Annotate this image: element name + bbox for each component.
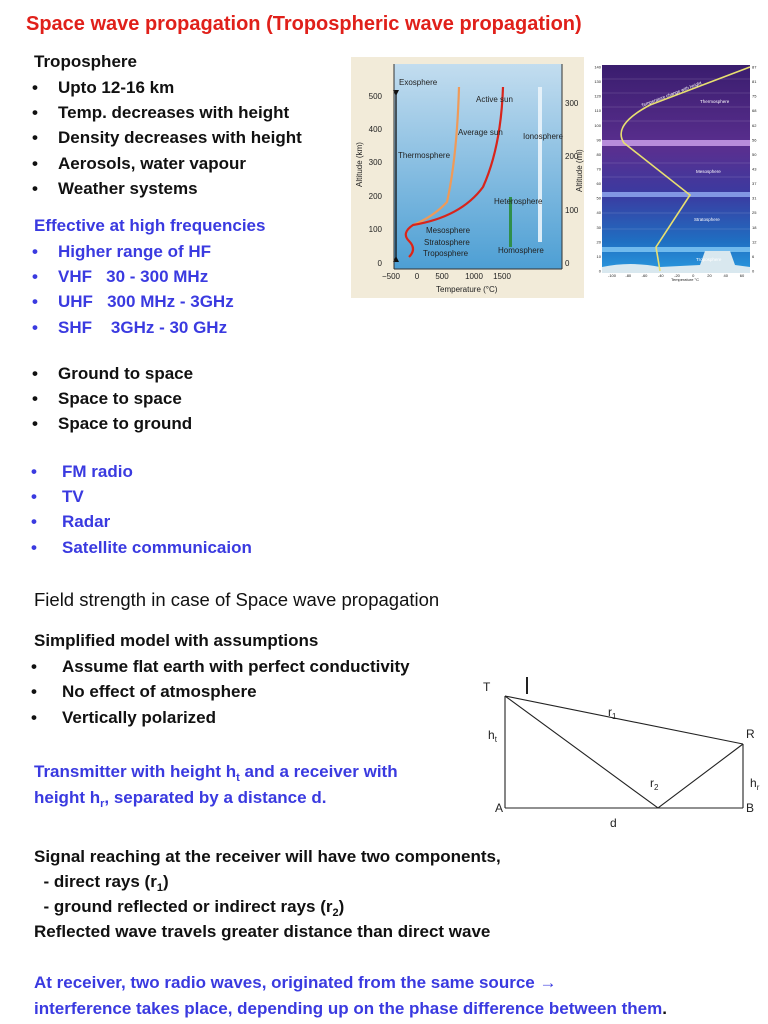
layer-label-thermosphere: Thermosphere — [398, 151, 451, 160]
x-axis-label: Temperature °C — [670, 277, 700, 282]
label-hr: $h_r$ — [750, 776, 760, 792]
right-tick: 100 — [565, 206, 579, 215]
left-tick: 400 — [368, 125, 382, 134]
signal-line1: Signal reaching at the receiver will have two components, — [34, 847, 501, 866]
bullet: • — [31, 538, 37, 557]
curve-label: Temperature change with height — [640, 80, 703, 108]
page-title: Space wave propagation (Tropospheric wave propagation) — [26, 13, 582, 35]
list-item: • Vertically polarized — [31, 708, 217, 727]
x-tick: -80 — [625, 273, 632, 278]
left-tick: 130 — [594, 79, 601, 85]
right-tick: 200 — [565, 152, 579, 161]
x-tick: 1500 — [493, 272, 511, 281]
left-tick: 120 — [594, 93, 601, 99]
layer-label-troposphere: Troposphere — [423, 249, 469, 258]
list-item: • SHF 3GHz - 30 GHz — [32, 318, 228, 337]
left-tick: 60 — [596, 181, 601, 187]
signal-line2: - direct rays $(r_1)$ — [34, 872, 169, 894]
list-item: • Upto 12-16 km — [32, 78, 175, 97]
region-label-homosphere: Homosphere — [498, 246, 544, 255]
x-tick: 0 — [414, 272, 420, 281]
label-ht: $h_t$ — [488, 728, 497, 744]
tx-description-line2: height $h_r$, separated by a distance d. — [34, 788, 327, 810]
signal-line4: Reflected wave travels greater distance than direct wave — [34, 922, 491, 941]
right-tick: 25 — [752, 210, 757, 216]
x-tick: -100 — [607, 273, 617, 278]
list-item: • Temp. decreases with height — [32, 103, 290, 122]
left-tick: 80 — [596, 151, 601, 157]
bullet: • — [31, 657, 37, 676]
signal-line3: - ground reflected or indirect rays $(r_2)$ — [34, 897, 345, 919]
right-tick: 56 — [752, 137, 757, 143]
left-tick: 140 — [594, 64, 601, 70]
right-axis-label: Altitude (mi) — [575, 149, 584, 192]
left-tick: 40 — [596, 210, 601, 216]
left-tick: 110 — [594, 108, 601, 114]
left-tick: 30 — [596, 224, 601, 230]
x-tick: -20 — [674, 273, 680, 278]
left-tick: 500 — [368, 92, 382, 101]
left-tick: 100 — [368, 225, 382, 234]
right-tick: 75 — [752, 93, 757, 99]
list-item: • Satellite communicaion — [31, 538, 252, 557]
bullet: • — [32, 414, 38, 433]
left-axis-label: Altitude (km) — [355, 142, 364, 187]
right-tick: 0 — [752, 268, 755, 274]
direct-ray — [505, 696, 743, 744]
x-tick: -40 — [657, 273, 664, 278]
right-tick: 18 — [752, 224, 757, 230]
list-item: • FM radio — [31, 462, 133, 481]
bullet: • — [32, 242, 38, 261]
list-item: • Space to ground — [32, 414, 193, 433]
section-heading: Field strength in case of Space wave propagation — [34, 589, 440, 610]
curve-label-average-sun: Average sun — [458, 128, 503, 137]
bullet: • — [31, 487, 37, 506]
right-tick: 12 — [752, 239, 757, 245]
list-item: • Higher range of HF — [32, 242, 212, 261]
left-tick: 20 — [596, 239, 601, 245]
region-label-ionosphere: Ionosphere — [523, 132, 564, 141]
x-axis-label: Temperature (°C) — [436, 285, 498, 294]
bullet: • — [32, 318, 38, 337]
bullet: • — [31, 512, 37, 531]
left-tick: 300 — [368, 158, 382, 167]
bullet: • — [32, 292, 38, 311]
ionosphere-band — [538, 87, 542, 242]
list-item: • Weather systems — [32, 179, 198, 198]
layer-label-mesosphere: Mesosphere — [426, 226, 471, 235]
frequencies-heading: Effective at high frequencies — [34, 216, 266, 235]
right-tick: 300 — [565, 99, 579, 108]
bullet: • — [32, 267, 38, 286]
right-tick: 6 — [752, 253, 755, 259]
bullet: • — [32, 179, 38, 198]
bullet: • — [32, 128, 38, 147]
right-tick: 43 — [752, 166, 757, 172]
x-tick: 0 — [692, 273, 695, 278]
left-tick: 90 — [596, 137, 601, 143]
label-d: d — [610, 816, 617, 830]
bullet: • — [32, 154, 38, 173]
left-tick: 50 — [596, 195, 601, 201]
left-tick: 0 — [598, 268, 601, 274]
left-tick: 100 — [594, 122, 601, 128]
left-tick: 10 — [596, 253, 601, 259]
label-r1: $r_1$ — [608, 705, 617, 721]
label-T: T — [483, 680, 491, 694]
list-item: • UHF 300 MHz - 3GHz — [32, 292, 234, 311]
right-tick: 87 — [752, 64, 757, 70]
label-A: A — [495, 801, 504, 815]
layer-label-exosphere: Exosphere — [399, 78, 438, 87]
x-tick: -60 — [641, 273, 648, 278]
list-item: • Space to space — [32, 389, 182, 408]
list-item: • Radar — [31, 512, 111, 531]
stratopause-band — [602, 192, 750, 197]
x-tick: 20 — [707, 273, 712, 278]
reflected-ray — [505, 696, 743, 808]
troposphere-heading: Troposphere — [34, 52, 137, 71]
layer-label-stratosphere: Stratosphere — [424, 238, 470, 247]
bullet: • — [31, 708, 37, 727]
bullet: • — [31, 682, 37, 701]
list-item: • No effect of atmosphere — [31, 682, 257, 701]
x-tick: 60 — [739, 273, 745, 278]
conclusion-line1: At receiver, two radio waves, originated from the same source → — [34, 973, 557, 992]
x-tick: 40 — [723, 273, 728, 278]
right-tick: 37 — [752, 181, 757, 187]
right-tick: 0 — [565, 259, 570, 268]
atmosphere-layers-chart — [351, 57, 584, 298]
list-item: • Ground to space — [32, 364, 194, 383]
right-tick: 68 — [752, 108, 757, 114]
bullet: • — [32, 364, 38, 383]
right-tick: 31 — [752, 195, 757, 201]
right-tick: 81 — [752, 79, 757, 85]
layer-label-stratosphere: Stratosphere — [694, 217, 720, 222]
left-tick: 70 — [596, 166, 601, 172]
x-tick: −500 — [381, 272, 401, 281]
two-ray-geometry-diagram — [478, 672, 768, 830]
curve-label-active-sun: Active sun — [476, 95, 513, 104]
model-heading: Simplified model with assumptions — [34, 631, 319, 650]
label-R: R — [746, 727, 755, 741]
bullet: • — [32, 103, 38, 122]
layer-label-mesosphere: Mesosphere — [696, 169, 721, 174]
left-tick: 200 — [368, 192, 382, 201]
bullet: • — [31, 462, 37, 481]
left-tick: 0 — [377, 259, 382, 268]
conclusion-line2: interference takes place, depending up on the phase difference between them. — [34, 999, 667, 1018]
list-item: • Aerosols, water vapour — [32, 154, 247, 173]
list-item: • VHF 30 - 300 MHz — [32, 267, 209, 286]
right-tick: 62 — [752, 122, 757, 128]
label-B: B — [746, 801, 755, 815]
bullet: • — [32, 389, 38, 408]
list-item: • Assume flat earth with perfect conductivity — [31, 657, 410, 676]
list-item: • TV — [31, 487, 84, 506]
label-r2: $r_2$ — [650, 776, 659, 792]
region-label-heterosphere: Heterosphere — [494, 197, 543, 206]
bullet: • — [32, 78, 38, 97]
right-tick: 50 — [752, 151, 757, 157]
tx-description-line1: Transmitter with height $h_t$ and a receiver with — [34, 762, 398, 784]
list-item: • Density decreases with height — [32, 128, 302, 147]
temperature-height-chart — [590, 55, 765, 283]
layer-label-troposphere: Troposphere — [696, 257, 722, 262]
x-tick: 1000 — [465, 272, 483, 281]
x-tick: 500 — [435, 272, 449, 281]
layer-label-thermosphere: Thermosphere — [700, 99, 730, 104]
